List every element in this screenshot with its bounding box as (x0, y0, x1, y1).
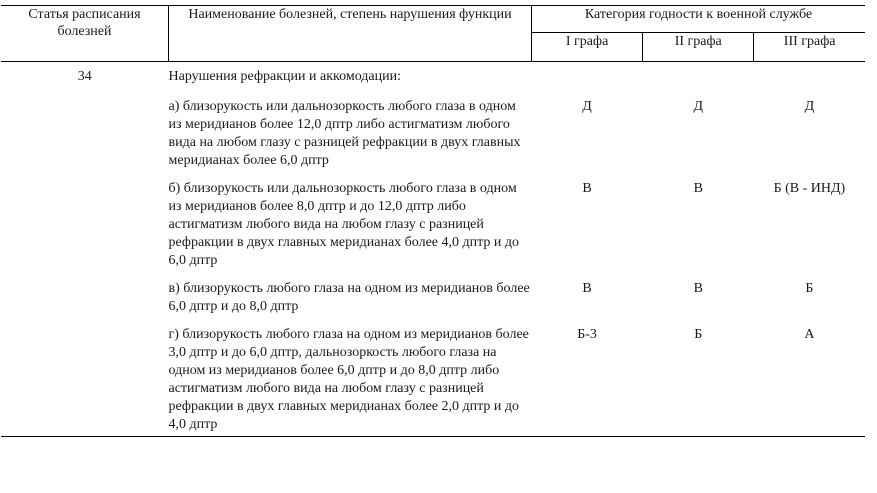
item-grafa-2: Д (693, 99, 704, 114)
item-grafa-1: Д (582, 99, 592, 114)
item-description: а) близорукость или дальнозоркость любого глаза в одном из меридианов более 12,0 дптр либо астигматизм любого вида на любом глазу с разницей рефракции в двух главных меридианах более 6,0 дптр (168, 99, 521, 168)
table-row (1, 180, 865, 280)
item-description: г) близорукость любого глаза на одном из меридианов более 3,0 дптр и до 6,0 дптр, дальнозоркость любого глаза на одном из меридианов более 6,0 дптр и до 8,0 дптр либо астигматизм любого вида на любом глазу с разницей рефракции в двух главных меридианах более 2,0 дптр и до 4,0 дптр (169, 326, 532, 437)
header-grafa-3: III графа (754, 33, 865, 62)
table-row (1, 98, 865, 180)
item-grafa-2: В (693, 181, 703, 196)
article-title: Нарушения рефракции и аккомодации: (168, 69, 401, 84)
header-grafa-1: I графа (532, 33, 643, 62)
item-grafa-3: Д (804, 99, 815, 114)
item-description: б) близорукость или дальнозоркость любого глаза в одном из меридианов более 8,0 дптр и до 12,0 дптр либо астигматизм любого вида на любом глазу с разницей рефракции в двух главных меридианах более 4,0 дптр и до 6,0 дптр (168, 181, 520, 268)
header-grafa-2: II графа (643, 33, 754, 62)
item-grafa-3: А (754, 326, 865, 437)
article-title-row (1, 62, 865, 99)
fitness-table (1, 5, 865, 437)
item-grafa-1: Б-3 (532, 326, 643, 437)
header-name-column: Наименование болезней, степень нарушения функции (169, 6, 532, 62)
item-grafa-3: Б (В - ИНД) (773, 181, 846, 196)
item-grafa-3: Б (805, 281, 814, 296)
item-grafa-1: В (582, 181, 592, 196)
table-row (1, 280, 865, 326)
item-grafa-2: Б (643, 326, 754, 437)
item-grafa-2: В (693, 281, 703, 296)
item-grafa-1: В (582, 281, 592, 296)
table-row (1, 326, 865, 437)
header-category-group: Категория годности к военной службе (532, 6, 866, 33)
article-number: 34 (77, 69, 92, 84)
item-description: в) близорукость любого глаза на одном из меридианов более 6,0 дптр и до 8,0 дптр (168, 281, 530, 314)
header-article-column: Статья расписания болезней (1, 6, 169, 62)
